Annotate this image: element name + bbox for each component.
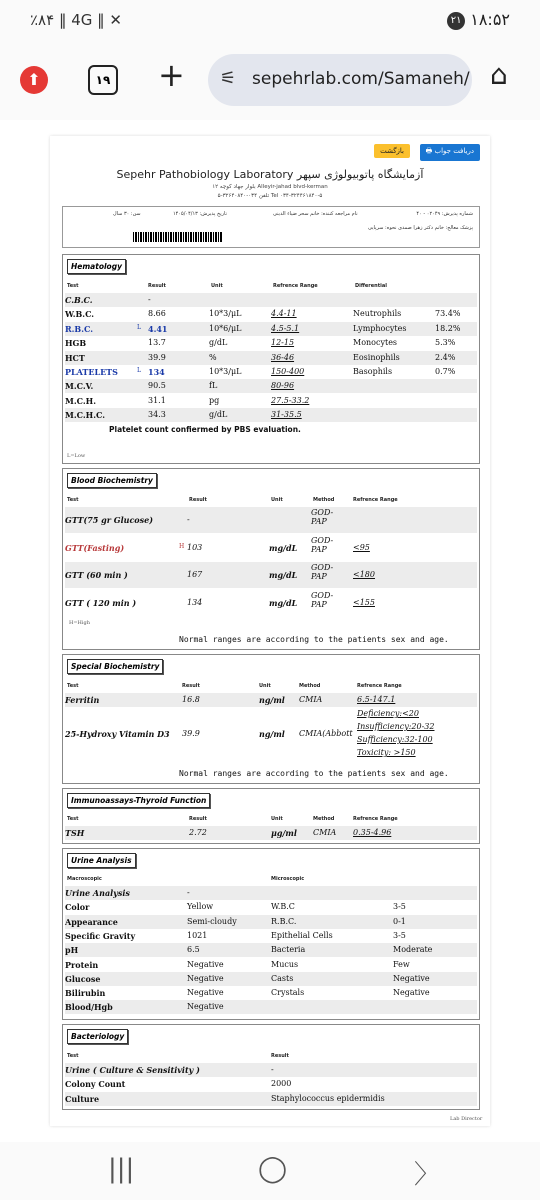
section-title: Special Biochemistry [67,659,163,674]
test-result: 2000 [271,1079,292,1089]
back-icon[interactable]: 〉 [414,1160,441,1190]
test-unit: 10*6/μL [209,323,242,333]
test-unit: ng/ml [259,695,285,705]
macro-value: Negative [187,959,224,969]
table-row [65,693,477,707]
test-name: Ferritin [65,695,100,705]
col-header: Differential [355,283,387,289]
micro-label: Bacteria [271,945,306,955]
status-clock [443,10,510,30]
col-header: Unit [271,497,283,503]
patient-age: سن: ۳۰ سال [113,211,141,217]
test-result: 2.72 [189,828,207,837]
test-result: Staphylococcus epidermidis [271,1093,385,1103]
col-header: Result [182,683,200,689]
table-row [65,535,477,561]
test-range: 31-35.5 [271,410,302,420]
col-header: Method [313,816,335,822]
test-unit: g/dL [209,410,228,420]
micro-label: Casts [271,973,294,983]
test-name: R.B.C. [65,323,93,334]
test-name: M.C.V. [65,381,94,392]
diff-name: Basophils [353,367,393,376]
micro-label: R.B.C. [271,916,297,926]
table-row [65,379,477,393]
notification-count-icon: ۲۱ [447,12,465,30]
table-row [65,915,477,929]
micro-value: 3-5 [393,930,406,940]
status-bar [0,0,540,38]
test-result: 167 [187,570,203,579]
test-range: <155 [353,597,375,607]
test-range: 0.35-4.96 [353,828,392,837]
diff-name: Monocytes [353,338,398,348]
site-settings-icon[interactable]: ⚟ [220,68,237,89]
test-result: - [148,295,151,304]
table-row [65,293,477,307]
table-row [65,307,477,321]
test-result: - [187,515,190,524]
home-icon[interactable]: ⌂ [490,58,508,91]
tab-count-button[interactable]: ۱۹ [88,65,118,95]
url-text: sepehrlab.com/Samaneh/ [252,69,470,89]
table-row [65,365,477,379]
table-row [65,590,477,616]
test-result: 134 [148,367,165,377]
macro-value: Negative [187,1002,224,1012]
test-unit: pg [209,395,220,405]
test-unit: 10*3/μL [209,367,242,376]
recents-icon[interactable]: ||| [108,1154,135,1184]
test-name: M.C.H. [65,395,96,406]
table-row [65,336,477,350]
test-result: 134 [187,597,203,607]
col-header: Microscopic [271,876,305,882]
special-biochemistry-section [62,654,480,784]
test-name: C.B.C. [65,295,93,305]
test-result: 8.66 [148,309,166,319]
table-row [65,929,477,943]
test-range: 12-15 [271,338,295,348]
test-method: GOD-PAP [311,563,334,581]
col-header: Refrence Range [353,816,398,822]
back-button[interactable]: بازگشت [374,144,410,158]
table-row [65,958,477,972]
section-title: Urine Analysis [67,853,136,868]
status-indicators: ٪۸۴ ‖ 4G ‖ ✕ [30,11,122,29]
macro-label: Specific Gravity [65,930,136,941]
diff-value: 73.4% [435,309,461,319]
table-row [65,1092,477,1106]
col-header: Unit [271,816,283,822]
test-name: Colony Count [65,1079,126,1090]
admission-id: شماره پذیرش: ۰۲۰۴۹ - ۴۰ [416,211,473,217]
test-unit: mg/dL [269,570,298,580]
test-method: GOD-PAP [311,590,334,609]
test-result: 90.5 [148,381,166,391]
col-header: Refrence Range [353,497,398,503]
section-title: Bacteriology [67,1029,128,1044]
micro-label: Epithelial Cells [271,930,333,940]
test-range: 27.5-33.2 [271,395,310,405]
section-title: Hematology [67,259,126,274]
col-header: Test [67,1053,79,1059]
table-row [65,562,477,588]
test-range: 4.5-5.1 [271,323,300,333]
test-name: HGB [65,338,87,349]
test-result: 103 [187,542,203,552]
test-method: GOD-PAP [311,508,334,526]
diff-name: Lymphocytes [353,323,407,333]
micro-value: 0-1 [393,916,406,926]
hematology-comment: Platelet count confiermed by PBS evaluation. [109,425,301,434]
col-header: Unit [211,283,223,289]
col-header: Refrence Range [273,283,318,289]
new-tab-icon[interactable]: + [158,56,185,94]
diff-value: 18.2% [435,323,461,333]
col-header: Test [67,683,79,689]
test-unit: mg/dL [269,542,298,553]
special-note: Normal ranges are according to the patients sex and age. [179,769,449,778]
macro-value: Semi-cloudy [187,916,237,926]
biochem-note: Normal ranges are according to the patients sex and age. [179,635,449,644]
lab-report [50,136,490,1126]
col-header: Test [67,497,79,503]
table-row [65,394,477,408]
col-header: Result [189,816,207,822]
macro-label: Urine Analysis [65,888,130,898]
macro-label: Glucose [65,973,101,984]
test-range: 150-400 [271,367,305,376]
macro-value: - [187,888,190,897]
macro-label: Color [65,902,90,913]
micro-value: 3-5 [393,902,406,912]
micro-label: W.B.C [271,902,295,912]
col-header: Result [189,497,207,503]
table-row [65,1063,477,1077]
macro-label: Blood/Hgb [65,1002,113,1013]
legend-low: L=Low [67,453,86,459]
test-result: 34.3 [148,410,166,420]
test-name: GTT(75 gr Glucose) [65,515,154,525]
test-result: 31.1 [148,395,166,405]
test-range: Toxicity: >150 [357,748,416,757]
test-range: Deficiency:<20 [357,709,419,718]
admission-date: تاریخ پذیرش: ۱۴۰۵/۰۴/۱۳ [173,211,227,217]
diff-value: 5.3% [435,338,456,348]
test-unit: ng/ml [259,729,285,739]
test-method: CMIA [313,828,337,837]
macro-label: Protein [65,959,99,970]
test-unit: g/dL [209,338,228,348]
macro-value: Yellow [187,902,214,912]
test-result: 16.8 [182,695,200,704]
col-header: Refrence Range [357,683,402,689]
test-method: CMIA(Abbott [299,729,353,738]
nav-bar [0,1142,540,1200]
test-name: PLATELETS [65,367,118,377]
flag-high: H [179,542,185,550]
urine-section [62,848,480,1020]
table-row [65,972,477,986]
table-row [65,507,477,533]
flag-low: L [137,367,141,374]
micro-value: Few [393,959,410,969]
test-name: W.B.C. [65,309,95,320]
macro-value: Negative [187,973,224,983]
legend-high: H=High [69,620,90,626]
get-result-label: دریافت جواب [434,147,474,155]
test-result: - [271,1065,274,1074]
patient-name: نام مراجعه کننده: خانم سحر ضیاء الدینی [273,211,358,217]
col-header: Test [67,816,79,822]
section-title: Blood Biochemistry [67,473,157,488]
diff-name: Neutrophils [353,309,402,319]
biochemistry-section [62,468,480,650]
col-header: Method [313,497,335,503]
test-name: Urine ( Culture & Sensitivity ) [65,1065,200,1075]
test-range: 80-96 [271,381,295,391]
test-range: Insufficiency:20-32 [357,722,435,731]
test-result: 4.41 [148,323,168,334]
test-unit: % [209,352,217,362]
test-unit: fL [209,381,218,391]
test-name: Culture [65,1093,100,1104]
col-header: Result [271,1053,289,1059]
micro-label: Crystals [271,988,305,998]
macro-label: pH [65,945,79,956]
test-method: GOD-PAP [311,535,334,554]
test-name: GTT(Fasting) [65,542,125,553]
macro-label: Appearance [65,916,118,927]
table-row [65,986,477,1000]
test-range: <95 [353,542,370,552]
get-result-button[interactable]: 🖶 دریافت جواب [420,144,480,161]
patient-info [62,206,480,248]
micro-value: Negative [393,988,430,998]
test-unit: 10*3/μL [209,309,242,319]
bacteriology-section [62,1024,480,1110]
table-row [65,1077,477,1091]
test-name: GTT (60 min ) [65,570,128,580]
test-unit: μg/ml [271,828,297,838]
test-range: 6.5-147.1 [357,695,396,704]
col-header: Result [148,283,166,289]
test-result: 39.9 [148,352,166,362]
lab-name: Sepehr Pathobiology Laboratory آزمایشگاه پاتوبیولوژی سپهر [116,168,424,181]
col-header: Unit [259,683,271,689]
test-result: 39.9 [182,729,200,738]
clock-text: ۱۸:۵۲ [470,10,510,29]
thyroid-section [62,788,480,844]
barcode-icon [133,232,223,242]
table-row [65,351,477,365]
micro-value: Moderate [393,945,433,955]
diff-value: 2.4% [435,352,456,362]
test-range: <180 [353,570,375,579]
hematology-section [62,254,480,464]
test-range: Sufficiency:32-100 [357,735,433,744]
table-row [65,886,477,900]
lab-address: بلوار جهاد کوچه ۱۲ Alleyir-jahad blvd-kerman [212,184,328,190]
table-row [65,408,477,422]
test-name: HCT [65,352,85,363]
test-unit: mg/dL [269,597,298,608]
lab-director: Lab Director [450,1116,483,1122]
macro-value: Negative [187,988,224,998]
address-bar[interactable] [208,54,472,106]
test-name: GTT ( 120 min ) [65,597,137,608]
table-row [65,709,477,763]
table-row [65,322,477,336]
micro-value: Negative [393,973,430,983]
table-row [65,1000,477,1014]
diff-name: Eosinophils [353,352,400,362]
macro-value: 6.5 [187,945,200,955]
col-header: Macroscopic [67,876,102,882]
table-row [65,900,477,914]
test-name: 25-Hydroxy Vitamin D3 [65,729,170,739]
table-row [65,826,477,840]
flag-low: L [137,323,141,331]
web-content[interactable] [0,120,540,1142]
test-method: CMIA [299,695,323,704]
macro-label: Bilirubin [65,988,106,999]
browser-toolbar [0,38,540,120]
test-name: M.C.H.C. [65,410,106,421]
test-range: 36-46 [271,352,295,362]
test-result: 13.7 [148,338,166,348]
table-row [65,943,477,957]
col-header: Test [67,283,79,289]
diff-value: 0.7% [435,367,456,376]
macro-value: 1021 [187,930,208,940]
upload-icon[interactable]: ⬆ [20,66,48,94]
section-title: Immunoassays-Thyroid Function [67,793,210,808]
micro-label: Mucus [271,959,299,969]
home-nav-icon[interactable]: ◯ [258,1154,288,1184]
col-header: Method [299,683,321,689]
lab-phone: تلفن ۰۳۴-۳۲۶۴۰۸۴۰-۵ Tel ۰۳۴-۳۲۴۴۶۱۸۴۰-۵ [217,193,323,199]
doctor-name: پزشک معالج: خانم دکتر زهرا صمدی نحوه: سرپایی [368,225,473,231]
test-range: 4.4-11 [271,309,297,319]
test-name: TSH [65,828,85,838]
